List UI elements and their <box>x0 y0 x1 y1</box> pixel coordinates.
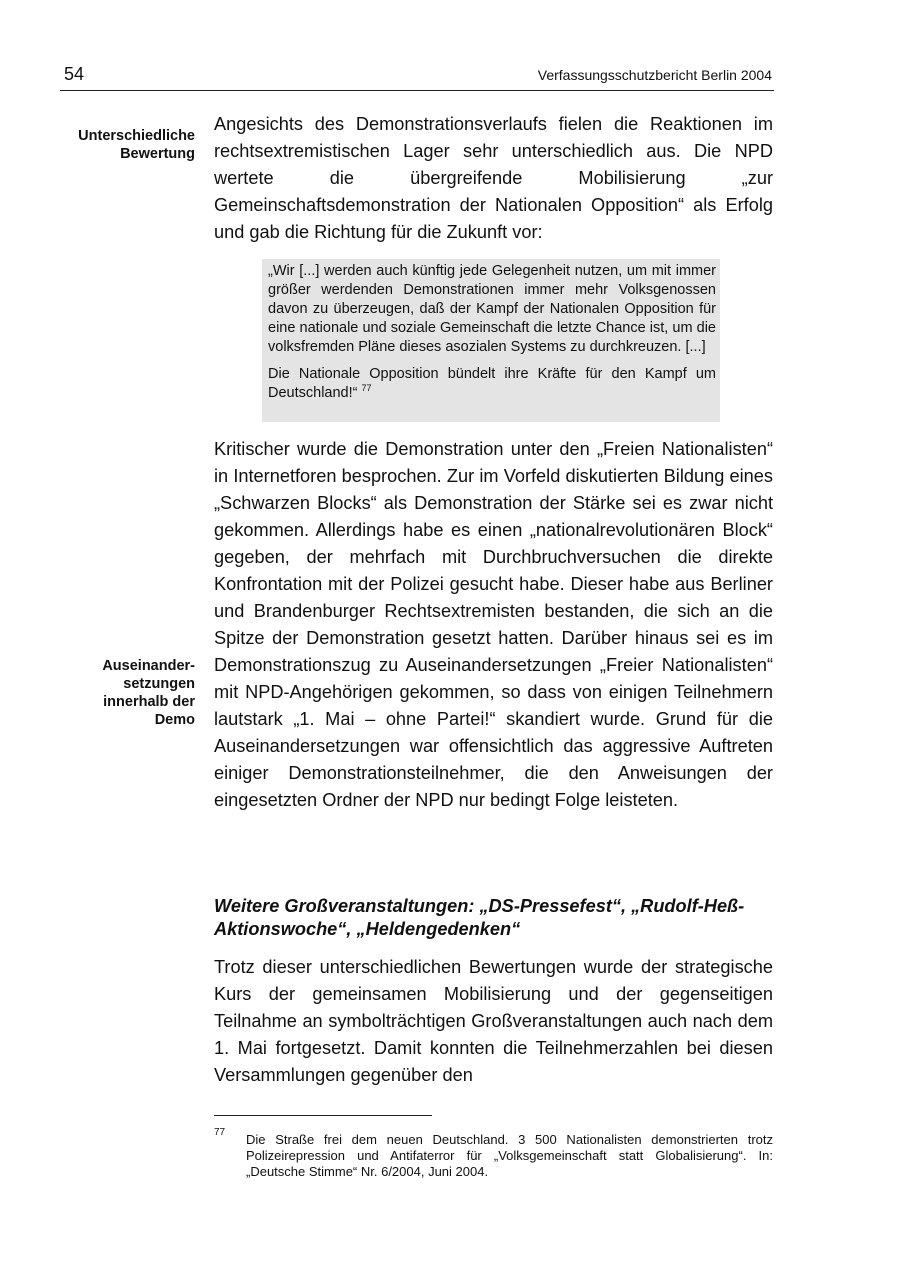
section-heading: Weitere Großveranstaltungen: „DS-Pressefest“, „Rudolf-Heß-Aktionswoche“, „Heldengedenken“ <box>214 896 745 939</box>
page-number: 54 <box>64 64 85 84</box>
footnote-number: 77 <box>214 1127 226 1138</box>
margin-note-auseinandersetzungen: Auseinander-setzungen innerhalb der Demo <box>102 658 195 728</box>
quote-block <box>262 259 720 422</box>
page-header <box>60 62 774 91</box>
footnote-text: Die Straße frei dem neuen Deutschland. 3 500 Nationalisten demonstrierten trotz Polizeirepression und Antifaterror für „Volksgemeinschaft statt Globalisierung“. In: „Deutsche Stimme“ Nr. 6/2004, Juni 2004. <box>246 1132 773 1179</box>
running-title: Verfassungsschutzbericht Berlin 2004 <box>537 67 772 83</box>
footnote-divider <box>214 1115 432 1116</box>
quote-part-1: „Wir [...] werden auch künftig jede Gelegenheit nutzen, um mit immer größer werdenden Demonstrationen immer mehr Volksgenossen davon zu überzeugen, daß der Kampf der Nationalen Opposition für eine nationale und soziale Gemeinschaft die letzte Chance ist, um die volksfremden Pläne dieses asozialen Systems zu durchkreuzen. [...] <box>268 263 716 355</box>
paragraph-reactions: Angesichts des Demonstrationsverlaufs fielen die Reaktionen im rechtsextremistischen Lager sehr unterschiedlich aus. Die NPD wertete die übergreifende Mobilisierung „zur Gemeinschaftsdemonstration der Nationalen Opposition“ als Erfolg und gab die Richtung für die Zukunft vor: <box>214 114 773 242</box>
paragraph-critique: Kritischer wurde die Demonstration unter den „Freien Nationalisten“ in Internetforen besprochen. Zur im Vorfeld diskutierten Bildung eines „Schwarzen Blocks“ als Demonstration der Stärke sei es zwar nicht gekommen. Allerdings habe es einen „nationalrevolutionären Block“ gegeben, der mehrfach mit Durchbruchversuchen die direkte Konfrontation mit der Polizei gesucht habe. Dieser habe aus Berliner und Brandenburger Rechtsextremisten bestanden, die sich an die Spitze der Demonstration gesetzt hatten. Darüber hinaus sei es im Demonstrationszug zu Auseinandersetzungen „Freier Nationalisten“ mit NPD-Angehörigen gekommen, so dass von einigen Teilnehmern lautstark „1. Mai – ohne Partei!“ skandiert wurde. Grund für die Auseinandersetzungen war offensichtlich das aggressive Auftreten einiger Demonstrationsteilnehmer, die den Anweisungen der eingesetzten Ordner der NPD nur bedingt Folge leisteten. <box>214 439 773 810</box>
footnote-reference: 77 <box>361 383 372 394</box>
paragraph-strategy: Trotz dieser unterschiedlichen Bewertungen wurde der strategische Kurs der gemeinsamen Mobilisierung und der gegenseitigen Teilnahme an symbolträchtigen Großveranstaltungen auch nach dem 1. Mai fortgesetzt. Damit konnten die Teilnehmerzahlen bei diesen Versammlungen gegenüber den <box>214 957 773 1085</box>
quote-part-2-text: Die Nationale Opposition bündelt ihre Kräfte für den Kampf um Deutschland!“ <box>268 366 716 401</box>
margin-note-bewertung: Unterschiedliche Bewertung <box>78 128 195 162</box>
quote-part-2 <box>268 365 716 403</box>
